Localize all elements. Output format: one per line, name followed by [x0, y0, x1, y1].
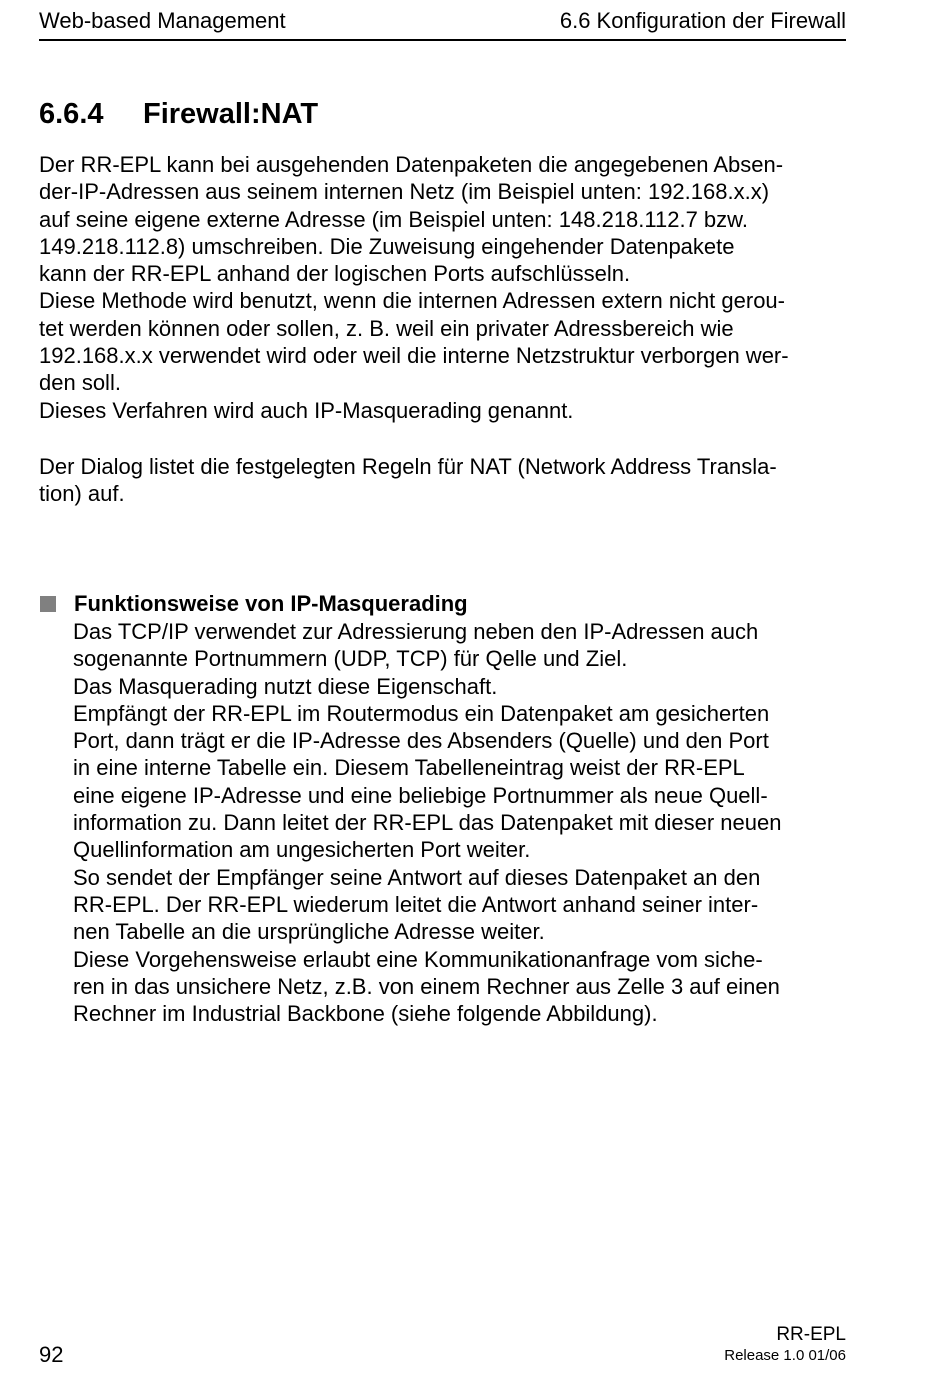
text-line: eine eigene IP-Adresse und eine beliebige Portnummer als neue Quell- [73, 782, 768, 808]
text-line: Dieses Verfahren wird auch IP-Masquerading genannt. [39, 397, 574, 423]
text-line: Empfängt der RR-EPL im Routermodus ein Datenpaket am gesicherten [73, 700, 770, 726]
dialog-paragraph [39, 453, 777, 508]
text-line: kann der RR-EPL anhand der logischen Ports aufschlüsseln. [39, 261, 631, 287]
section-number: 6.6.4 [39, 98, 104, 130]
text-line: den soll. [39, 370, 121, 396]
text-line: sogenannte Portnummern (UDP, TCP) für Qelle und Ziel. [73, 646, 628, 672]
text-line: information zu. Dann leitet der RR-EPL das Datenpaket mit dieser neuen [73, 810, 782, 836]
footer-product: RR-EPL [776, 1324, 846, 1345]
text-line: 149.218.112.8) umschreiben. Die Zuweisung eingehender Datenpakete [39, 233, 735, 259]
text-line: Diese Methode wird benutzt, wenn die internen Adressen extern nicht gerou- [39, 288, 785, 314]
section-heading [39, 96, 318, 132]
text-line: in eine interne Tabelle ein. Diesem Tabelleneintrag weist der RR-EPL [73, 755, 745, 781]
text-line: Quellinformation am ungesicherten Port weiter. [73, 837, 531, 863]
header-section-title: 6.6 Konfiguration der Firewall [559, 8, 846, 33]
text-line: der-IP-Adressen aus seinem internen Netz (im Beispiel unten: 192.168.x.x) [39, 179, 770, 205]
square-bullet-icon [40, 596, 56, 612]
running-header [39, 6, 846, 41]
text-line: Diese Vorgehensweise erlaubt eine Kommunikationanfrage vom siche- [73, 946, 763, 972]
masquerading-paragraph [73, 618, 781, 1027]
text-line: Der RR-EPL kann bei ausgehenden Datenpaketen die angegebenen Absen- [39, 152, 784, 177]
text-line: Das TCP/IP verwendet zur Adressierung neben den IP-Adressen auch [73, 619, 759, 644]
text-line: Das Masquerading nutzt diese Eigenschaft. [73, 673, 498, 699]
text-line: 192.168.x.x verwendet wird oder weil die interne Netzstruktur verborgen wer- [39, 343, 789, 369]
footer-product-info [724, 1323, 846, 1365]
text-line: So sendet der Empfänger seine Antwort auf dieses Datenpaket an den [73, 864, 761, 890]
text-line: Port, dann trägt er die IP-Adresse des Absenders (Quelle) und den Port [73, 728, 769, 754]
masquerading-title: Funktionsweise von IP-Masquerading [74, 591, 468, 616]
text-line: Rechner im Industrial Backbone (siehe folgende Abbildung). [73, 1001, 658, 1027]
intro-paragraph [39, 151, 789, 424]
text-line: nen Tabelle an die ursprüngliche Adresse weiter. [73, 919, 545, 945]
text-line: Der Dialog listet die festgelegten Regeln für NAT (Network Address Transla- [39, 454, 777, 479]
footer-release: Release 1.0 01/06 [724, 1347, 846, 1364]
header-chapter-title: Web-based Management [39, 8, 286, 33]
text-line: ren in das unsichere Netz, z.B. von einem Rechner aus Zelle 3 auf einen [73, 973, 780, 999]
section-title: Firewall:NAT [143, 98, 319, 130]
text-line: tet werden können oder sollen, z. B. weil ein privater Adressbereich wie [39, 315, 734, 341]
text-line: auf seine eigene externe Adresse (im Beispiel unten: 148.218.112.7 bzw. [39, 206, 748, 232]
page-number: 92 [39, 1342, 64, 1367]
text-line: RR-EPL. Der RR-EPL wiederum leitet die Antwort anhand seiner inter- [73, 891, 759, 917]
text-line: tion) auf. [39, 481, 125, 507]
